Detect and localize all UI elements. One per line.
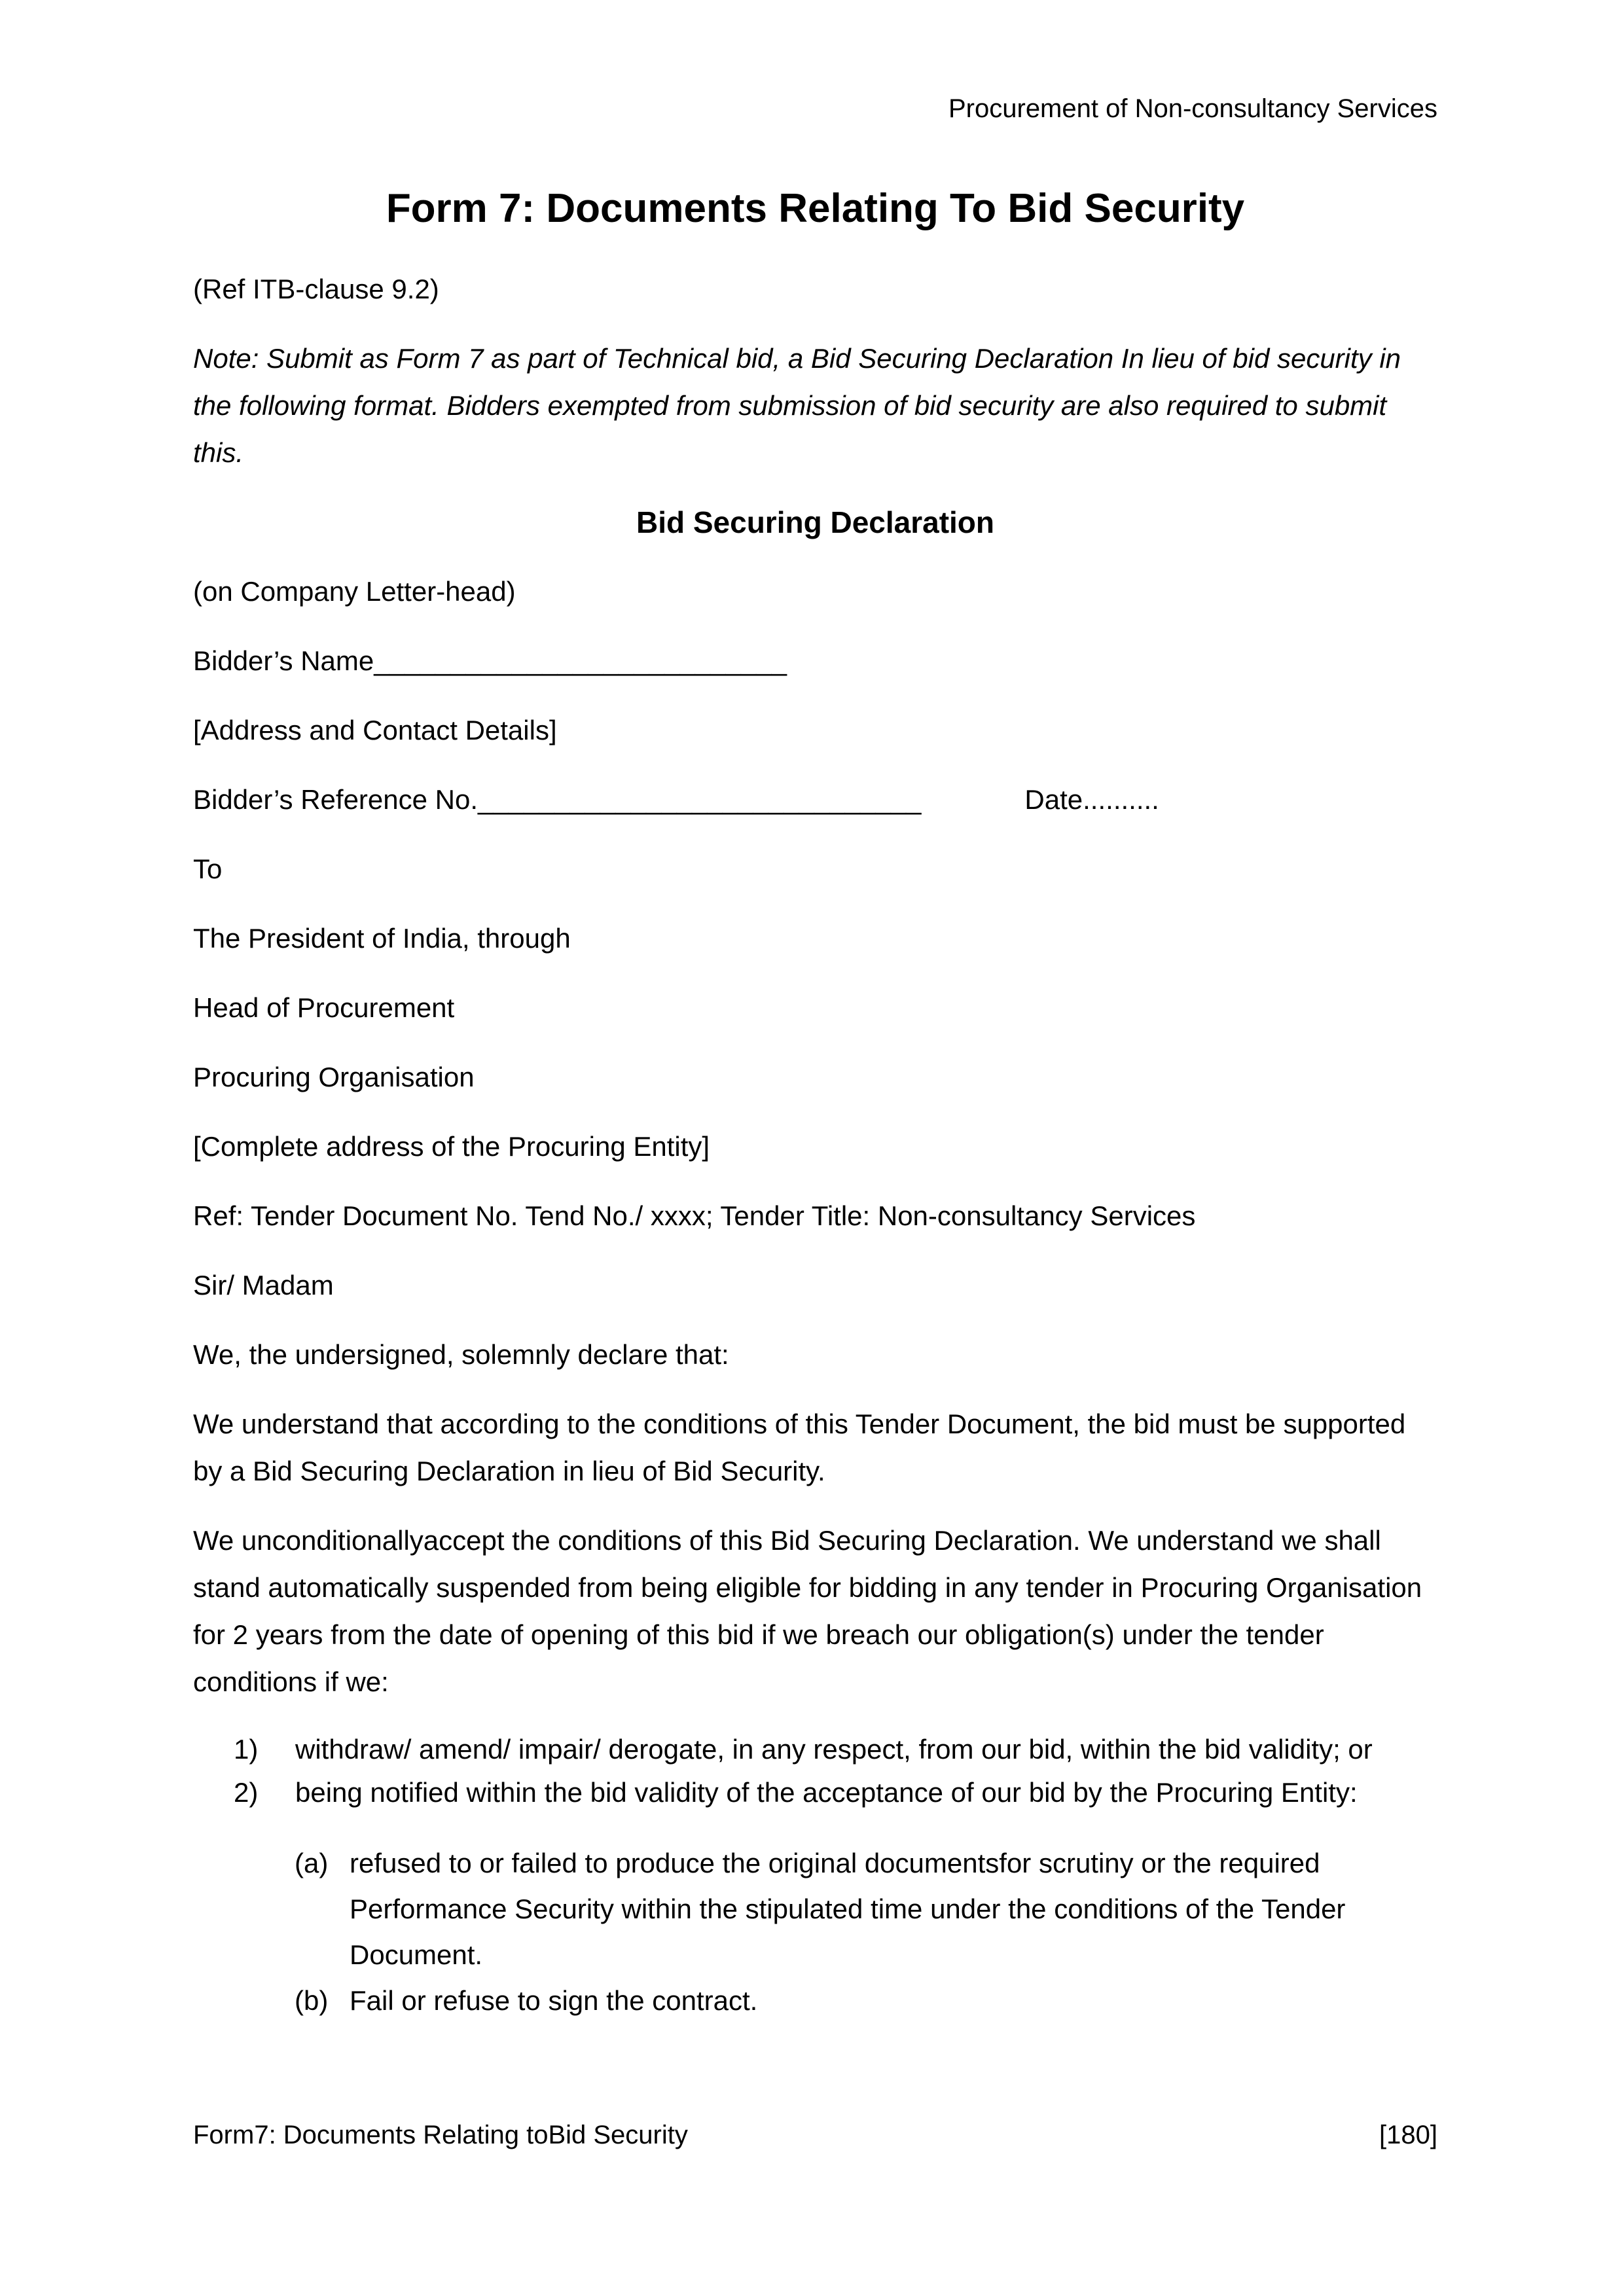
note-paragraph: Note: Submit as Form 7 as part of Technical bid, a Bid Securing Declaration In lieu of bid security in the following format. Bidders exempted from submission of bid security are also required to submit this. bbox=[193, 343, 1401, 468]
numbered-list bbox=[193, 1728, 1437, 1814]
bidder-name-blank: ___________________________ bbox=[374, 645, 787, 676]
item-marker: 1) bbox=[234, 1734, 259, 1765]
running-header: Procurement of Non-consultancy Services bbox=[948, 94, 1437, 123]
declaration-paragraph: We understand that according to the conditions of this Tender Document, the bid must be supported by a Bid Securing Declaration in lieu of Bid Security. bbox=[193, 1408, 1406, 1486]
to-label: To bbox=[193, 853, 223, 884]
footer-page-number: [180] bbox=[1379, 2121, 1437, 2149]
item-text: Fail or refuse to sign the contract. bbox=[350, 1985, 758, 2016]
recipient-line: The President of India, through bbox=[193, 923, 571, 954]
item-marker: 2) bbox=[234, 1777, 259, 1808]
lettered-item bbox=[193, 1840, 1437, 1978]
lettered-list bbox=[193, 1840, 1437, 2024]
reference-blank: _____________________________ bbox=[478, 784, 922, 815]
item-text: being notified within the bid validity of the acceptance of our bid by the Procuring Entity: bbox=[295, 1777, 1358, 1808]
page-content bbox=[193, 93, 1437, 2024]
date-label: Date.......... bbox=[1024, 784, 1159, 815]
letterhead-note: (on Company Letter-head) bbox=[193, 576, 516, 607]
bidder-name-label: Bidder’s Name bbox=[193, 645, 374, 676]
tender-ref-line: Ref: Tender Document No. Tend No./ xxxx; Tender Title: Non-consultancy Services bbox=[193, 1200, 1196, 1231]
lettered-item bbox=[193, 1978, 1437, 2024]
declaration-paragraph: We unconditionallyaccept the conditions of this Bid Securing Declaration. We understand we shall stand automatically suspended from being eligible for bidding in any tender in Procuring Organisation for 2 years from the date of opening of this bid if we breach our obligation(s) under the tender conditions if we: bbox=[193, 1525, 1422, 1697]
ref-clause: (Ref ITB-clause 9.2) bbox=[193, 274, 439, 304]
page-footer bbox=[193, 2119, 1437, 2151]
form-title: Form 7: Documents Relating To Bid Security bbox=[386, 186, 1245, 231]
section-title: Bid Securing Declaration bbox=[636, 505, 994, 539]
footer-left-text: Form7: Documents Relating toBid Security bbox=[193, 2121, 688, 2149]
address-placeholder: [Address and Contact Details] bbox=[193, 715, 557, 745]
numbered-item bbox=[193, 1728, 1437, 1771]
bidder-name-line bbox=[193, 637, 1437, 685]
recipient-line: Head of Procurement bbox=[193, 992, 455, 1023]
salutation: Sir/ Madam bbox=[193, 1270, 334, 1300]
reference-line bbox=[193, 776, 1437, 823]
recipient-line: Procuring Organisation bbox=[193, 1062, 475, 1092]
recipient-line: [Complete address of the Procuring Entity] bbox=[193, 1131, 710, 1162]
reference-label: Bidder’s Reference No. bbox=[193, 784, 478, 815]
item-marker: (a) bbox=[295, 1848, 329, 1878]
item-marker: (b) bbox=[295, 1985, 329, 2016]
item-text: withdraw/ amend/ impair/ derogate, in any respect, from our bid, within the bid validity; or bbox=[295, 1734, 1373, 1765]
numbered-item bbox=[193, 1771, 1437, 1814]
declaration-intro: We, the undersigned, solemnly declare that: bbox=[193, 1339, 729, 1370]
item-text: refused to or failed to produce the original documentsfor scrutiny or the required Performance Security within the stipulated time under the conditions of the Tender Document. bbox=[350, 1848, 1346, 1970]
